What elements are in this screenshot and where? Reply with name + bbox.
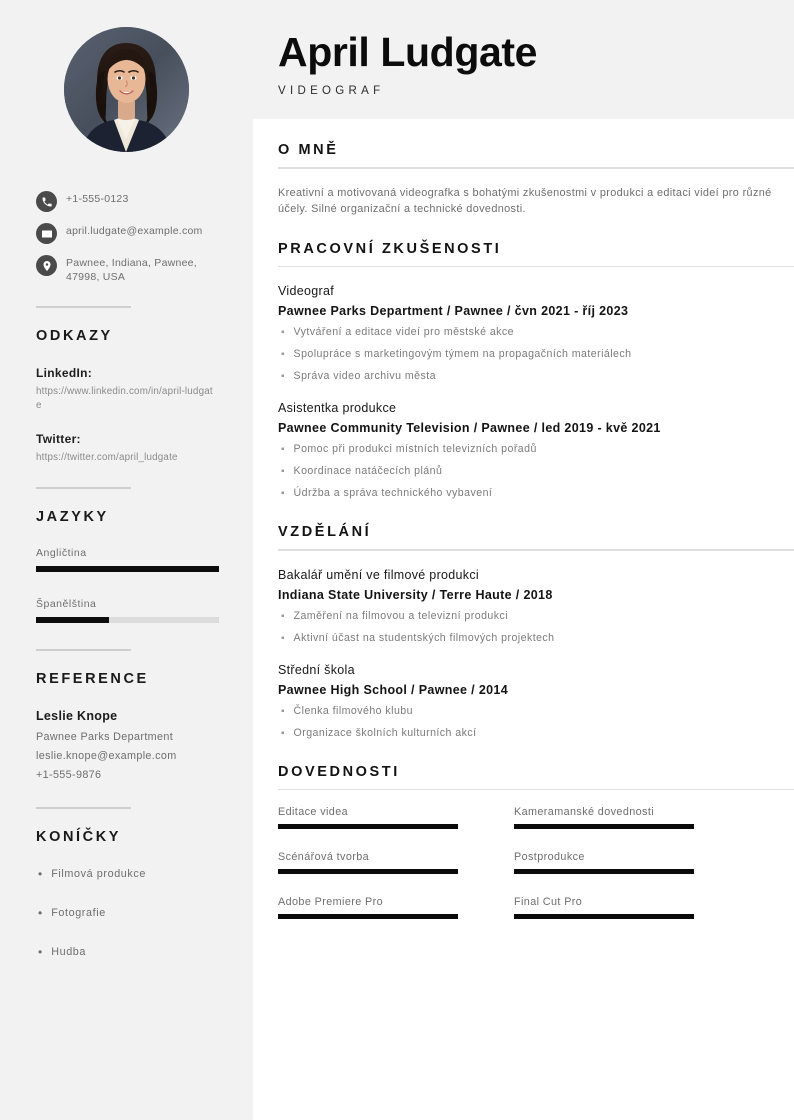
sidebar-heading-links: ODKAZY [36,328,113,344]
list-item [278,726,794,741]
language-level-fill [36,617,109,623]
education-entry [278,568,794,646]
bullet-icon: ▪ [281,727,285,739]
bullet-icon: ▪ [281,488,285,499]
profile-photo-illustration [64,27,189,152]
bullet-text: Členka filmového klubu [293,704,413,717]
list-item [278,609,794,624]
reference-name: Leslie Knope [36,709,118,723]
languages-list [36,547,217,623]
bullet-text: Zaměření na filmovou a televizní produkci [293,609,509,622]
about-text: Kreativní a motivovaná videografka s bohatými zkušenostmi v produkci a editaci videí pro různé účely. Silné organizační a technické dovednosti. [278,186,772,215]
bullet-icon: ▪ [281,444,285,455]
hobby-text: Hudba [51,946,87,958]
skill-name: Postprodukce [514,851,585,863]
bullet-text: Pomoc při produkci místních televizních pořadů [293,443,537,455]
list-item [278,486,794,501]
entry-role: Bakalář umění ve filmové produkci [278,567,479,582]
list-item [36,945,217,959]
bullet-icon: ▪ [281,705,285,717]
section-education [278,524,794,741]
skill-level-track [278,824,458,829]
contact-email[interactable] [36,222,217,244]
entry-meta: Indiana State University / Terre Haute / 2018 [278,587,553,602]
section-heading-about: O MNĚ [278,142,339,158]
skill-level-track [278,914,458,919]
language-name: Španělština [36,598,97,610]
language-level-track [36,617,219,623]
skill-level-fill [514,914,694,919]
section-experience [278,241,794,502]
list-item [278,464,794,479]
link-label: LinkedIn: [36,366,93,380]
language-level-fill [36,566,219,572]
skill-level-track [278,869,458,874]
contact-address[interactable] [36,254,217,284]
skill-item [514,896,694,919]
sidebar-divider-reference [36,649,131,651]
entry-meta: Pawnee High School / Pawnee / 2014 [278,682,509,697]
section-about [278,142,794,218]
sidebar-heading-reference: REFERENCE [36,671,149,687]
link-item-linkedin[interactable] [36,366,217,413]
sidebar-heading-languages: JAZYKY [36,509,109,525]
section-heading-skills: DOVEDNOSTI [278,763,400,780]
job-title: VIDEOGRAF [278,85,385,97]
skill-level-fill [278,869,458,874]
bullet-text: Koordinace natáčecích plánů [293,465,443,477]
skill-level-fill [514,869,694,874]
bullet-icon: ▪ [281,349,285,360]
bullet-icon: ▪ [281,610,285,622]
skill-name: Scénářová tvorba [278,851,370,863]
skill-name: Editace videa [278,806,349,818]
entry-meta: Pawnee Community Television / Pawnee / led 2019 - kvě 2021 [278,421,661,435]
phone-icon [36,191,57,212]
section-skills [278,764,794,920]
bullet-icon: • [38,906,43,920]
skill-item [278,896,458,919]
bullet-text: Údržba a správa technického vybavení [293,487,493,499]
skill-item [278,806,458,829]
profile-photo-wrapper [36,0,217,152]
skill-name: Adobe Premiere Pro [278,896,384,908]
language-item-english [36,547,217,572]
reference-email[interactable]: leslie.knope@example.com [36,750,177,762]
skill-item [514,806,694,829]
envelope-icon [36,223,57,244]
entry-bullets [278,704,794,741]
reference-block [36,709,217,785]
bullet-text: Organizace školních kulturních akcí [293,726,477,739]
link-item-twitter[interactable] [36,432,217,465]
language-item-spanish [36,598,217,623]
entry-bullets [278,442,794,501]
list-item [278,704,794,719]
main-content [253,0,794,1120]
reference-phone: +1-555-9876 [36,769,102,781]
skill-item [278,851,458,874]
skill-level-track [514,914,694,919]
entry-role: Videograf [278,284,334,298]
section-heading-experience: PRACOVNÍ ZKUŠENOSTI [278,240,502,257]
bullet-icon: ▪ [281,466,285,477]
entry-bullets [278,325,794,384]
section-rule [278,789,794,791]
language-name: Angličtina [36,547,87,559]
contact-address-text: Pawnee, Indiana, Pawnee, 47998, USA [66,257,197,283]
link-url[interactable]: https://twitter.com/april_ludgate [36,452,178,463]
link-label: Twitter: [36,432,81,446]
sidebar-divider-links [36,306,131,308]
list-item [36,867,217,881]
entry-role: Střední škola [278,662,355,677]
section-rule [278,266,794,268]
skill-item [514,851,694,874]
education-entry [278,663,794,741]
sidebar [0,0,253,1120]
contact-phone[interactable] [36,190,217,212]
section-rule [278,167,794,169]
bullet-text: Spolupráce s marketingovým týmem na propagačních materiálech [293,348,632,360]
list-item [278,325,794,340]
bullet-icon: ▪ [281,327,285,338]
skill-level-fill [278,824,458,829]
page-title: April Ludgate [278,29,538,75]
reference-organization: Pawnee Parks Department [36,731,174,743]
map-pin-icon [36,255,57,276]
bullet-icon: • [38,867,43,881]
link-url[interactable]: https://www.linkedin.com/in/april-ludgate [36,386,213,411]
contact-phone-text: +1-555-0123 [66,193,129,205]
bullet-icon: ▪ [281,371,285,382]
bullet-icon: ▪ [281,632,285,644]
section-heading-education: VZDĚLÁNÍ [278,524,372,540]
skill-name: Final Cut Pro [514,896,583,908]
list-item [278,347,794,362]
list-item [278,369,794,384]
skill-level-track [514,824,694,829]
bullet-text: Správa video archivu města [293,370,436,382]
main-body [253,142,794,919]
entry-role: Asistentka produkce [278,401,397,415]
list-item [278,442,794,457]
links-list [36,366,217,465]
experience-entry [278,284,794,384]
hobby-text: Fotografie [51,907,106,919]
hobbies-list [36,867,217,959]
language-level-track [36,566,219,572]
experience-entry [278,401,794,501]
skill-name: Kameramanské dovednosti [514,806,655,818]
header-band [253,0,794,119]
contact-list [36,190,217,284]
hobby-text: Filmová produkce [51,868,147,880]
skills-grid [278,806,794,919]
skill-level-fill [278,914,458,919]
entry-meta: Pawnee Parks Department / Pawnee / čvn 2021 - říj 2023 [278,304,629,318]
section-rule [278,549,794,551]
list-item [278,631,794,646]
sidebar-heading-hobbies: KONÍČKY [36,829,122,845]
sidebar-divider-languages [36,487,131,489]
skill-level-fill [514,824,694,829]
sidebar-divider-hobbies [36,807,131,809]
contact-email-text: april.ludgate@example.com [66,225,203,237]
skill-level-track [514,869,694,874]
entry-bullets [278,609,794,646]
bullet-text: Aktivní účast na studentských filmových projektech [293,631,555,644]
bullet-icon: • [38,945,43,959]
avatar [64,27,189,152]
list-item [36,906,217,920]
bullet-text: Vytváření a editace videí pro městské akce [293,326,515,338]
